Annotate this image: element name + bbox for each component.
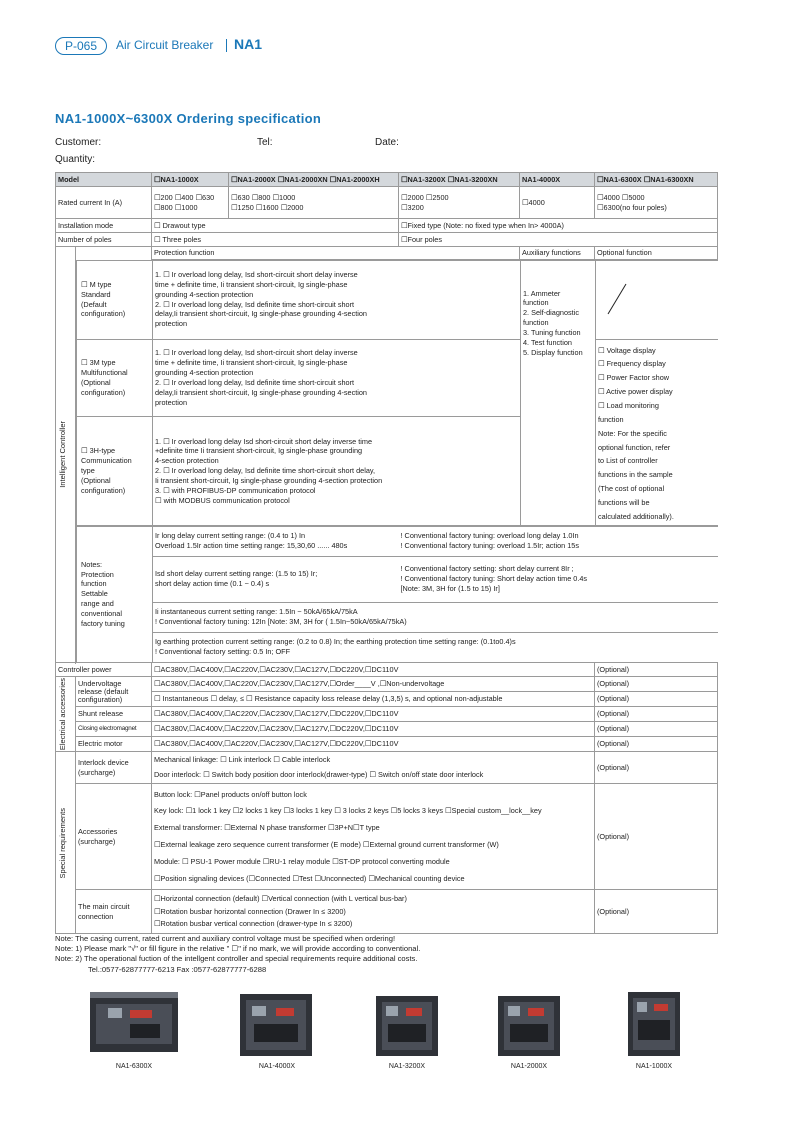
undervoltage-optional-2: (Optional) — [595, 692, 718, 707]
shunt-release-options[interactable]: ☐AC380V,☐AC400V,☐AC220V,☐AC230V,☐AC127V,☐DC220V,☐DC110V — [152, 707, 595, 722]
m-type-protection[interactable]: 1. ☐ Ir overload long delay, Isd short-circuit short delay inverse time + definite time, Ii transient short-circuit, Ig single-phase grounding 4-section protection 2. ☐ Ir overload long delay, Isd definite time short-circuit short delay,Ii transient short-circuit, Ig single-phase grounding 4-section protection — [153, 260, 521, 339]
model-label: Model — [56, 173, 152, 187]
auxiliary-functions-list: 1. Ammeter function 2. Self-diagnostic function 3. Tuning function 4. Test function 5. Display function — [521, 260, 596, 525]
3m-type-protection[interactable]: 1. ☐ Ir overload long delay, Isd short-circuit short delay inverse time + definite time, Ii transient short-circuit, Ig single-phase grounding 4-section protection 2. ☐ Ir overload long delay, Isd definite time short-circuit short delay,Ii transient short-circuit, Ig single-phase grounding 4-section protection — [153, 339, 521, 417]
main-circuit-label: The main circuit connection — [76, 890, 152, 934]
header-divider — [226, 39, 227, 52]
ordering-notes — [55, 934, 420, 975]
rated-current-row — [56, 187, 718, 219]
poles-label: Number of poles — [56, 233, 152, 247]
note-0: Note: The casing current, rated current and auxiliary control voltage must be specified when ordering! — [55, 934, 396, 943]
rated-1000x[interactable]: ☐200 ☐400 ☐630 ☐800 ☐1000 — [152, 187, 229, 219]
quantity-label: Quantity: — [55, 154, 96, 165]
closing-electromagnet-row — [56, 722, 718, 737]
header-model: NA1 — [234, 36, 263, 52]
controller-power-options[interactable]: ☐AC380V,☐AC400V,☐AC220V,☐AC230V,☐AC127V,☐DC220V,☐DC110V — [152, 663, 595, 677]
optional-function-head: Optional function — [595, 247, 718, 260]
controller-types-block — [56, 260, 718, 526]
product-caption-1000x: NA1-1000X — [635, 1063, 673, 1070]
special-requirements-label: Special requirements — [56, 752, 76, 934]
auxiliary-functions-head: Auxiliary functions — [520, 247, 595, 260]
undervoltage-label: Undervoltage release (default configuration) — [76, 677, 152, 707]
model-1000x[interactable]: ☐NA1-1000X — [152, 173, 229, 187]
product-image-1000x — [624, 988, 684, 1060]
main-circuit-optional: (Optional) — [595, 890, 718, 934]
spec-title: NA1-1000X~6300X Ordering specification — [55, 111, 322, 126]
ordering-spec-table — [55, 172, 718, 934]
accessories-options[interactable]: Button lock: ☐Panel products on/off button lock Key lock: ☐1 lock 1 key ☐2 locks 1 key ☐3 locks 1 key ☐ 3 locks 2 keys ☐5 locks 3 keys ☐Special custom__lock__key External transformer: ☐External N phase transformer ☐3P+N☐T type ☐External leakage zero sequence current transformer (E mode) ☐External ground current transformer (W) Module: ☐ PSU-1 Power module ☐RU-1 relay module ☐ST-DP protocol converting module ☐Position signaling devices (☐Connected ☐Test ☐Unconnected) ☐Mechanical counting device — [152, 784, 595, 890]
product-caption-2000x: NA1-2000X — [510, 1063, 548, 1070]
interlock-optional: (Optional) — [595, 752, 718, 784]
optional-functions-list[interactable]: ☐ Voltage display ☐ Frequency display ☐ Power Factor show ☐ Active power display ☐ Load monitoring function Note: For the specific optional function, refer to List of controller functions in the sample (The cost of optional functions will be calculated additionally). — [596, 339, 718, 525]
product-caption-3200x: NA1-3200X — [388, 1063, 426, 1070]
diagonal-slash-mark — [596, 260, 718, 339]
rated-2000x[interactable]: ☐630 ☐800 ☐1000 ☐1250 ☐1600 ☐2000 — [229, 187, 399, 219]
shunt-release-optional: (Optional) — [595, 707, 718, 722]
main-circuit-options[interactable]: ☐Horizontal connection (default) ☐Vertical connection (with L vertical bus-bar) ☐Rotation busbar horizontal connection (Drawer In ≤ 3200) ☐Rotation busbar vertical connection (drawer-type In ≤ 3200) — [152, 890, 595, 934]
long-delay-range: Ir long delay current setting range: (0.4 to 1) In Overload 1.5Ir action time setting range: 15,30,60 ...... 480s — [153, 526, 399, 556]
poles-row — [56, 233, 718, 247]
undervoltage-row-2 — [56, 692, 718, 707]
interlock-row — [56, 752, 718, 784]
contact-tel-fax: Tel.:0577-62877777-6213 Fax :0577-62877777-6288 — [88, 964, 267, 974]
protection-function-head: Protection function — [152, 247, 520, 260]
product-image-4000x — [236, 990, 316, 1060]
earthing-settings: Ig earthing protection current setting range: (0.2 to 0.8) In; the earthing protection time setting range: (0.1to0.4)s ! Conventional factory setting: 0.5 In; OFF — [153, 632, 718, 662]
electric-motor-optional: (Optional) — [595, 737, 718, 752]
installation-label: Installation mode — [56, 219, 152, 233]
long-delay-factory: ! Conventional factory tuning: overload long delay 1.0In ! Conventional factory tuning: overload 1.5Ir; action 15s — [399, 526, 718, 556]
protection-settings-label: Notes: Protection function Settable range and conventional factory tuning — [77, 526, 153, 662]
undervoltage-optional-1: (Optional) — [595, 677, 718, 692]
electric-motor-row — [56, 737, 718, 752]
poles-four[interactable]: ☐Four poles — [399, 233, 718, 247]
note-1: Note: 1) Please mark "√" or fill figure in the relative " ☐" if no mark, we will provide according to conventional. — [55, 944, 421, 954]
note-2: Note: 2) The operational fuction of the intellgent controller and special requirements require additional costs. — [55, 954, 418, 964]
product-caption-6300x: NA1-6300X — [115, 1063, 153, 1070]
customer-label: Customer: — [55, 137, 102, 148]
short-delay-range: Isd short delay current setting range: (1.5 to 15) Ir; short delay action time (0.1 ~ 0.4) s — [153, 556, 399, 602]
installation-row — [56, 219, 718, 233]
short-delay-factory: ! Conventional factory setting: short delay current 8Ir ; ! Conventional factory tuning: Short delay action time 0.4s [Note: 3M, 3H for (1.5 to 15) Ir] — [399, 556, 718, 602]
electric-motor-label: Electric motor — [76, 737, 152, 752]
undervoltage-delay-options[interactable]: ☐ Instantaneous ☐ delay, ≤ ☐ Resistance capacity loss release delay (1,3,5) s, and optional non-adjustable — [152, 692, 595, 707]
model-2000x[interactable]: ☐NA1-2000X ☐NA1-2000XN ☐NA1-2000XH — [229, 173, 399, 187]
rated-4000x[interactable]: ☐4000 — [520, 187, 595, 219]
undervoltage-voltage-options[interactable]: ☐AC380V,☐AC400V,☐AC220V,☐AC230V,☐AC127V,☐Order____V ,☐Non-undervoltage — [152, 677, 595, 692]
closing-electromagnet-label: Closing electromagnet — [76, 722, 152, 737]
interlock-options[interactable]: Mechanical linkage: ☐ Link interlock ☐ Cable interlock Door interlock: ☐ Switch body position door interlock(drawer-type) ☐ Switch on/off state door interlock — [152, 752, 595, 784]
protection-head-row — [56, 247, 718, 260]
install-fixed[interactable]: ☐Fixed type (Note: no fixed type when In> 4000A) — [399, 219, 718, 233]
tel-label: Tel: — [257, 137, 273, 148]
shunt-release-label: Shunt release — [76, 707, 152, 722]
poles-three[interactable]: ☐ Three poles — [152, 233, 399, 247]
controller-power-optional: (Optional) — [595, 663, 718, 677]
accessories-optional: (Optional) — [595, 784, 718, 890]
main-circuit-row — [56, 890, 718, 934]
protection-settings-block — [56, 526, 718, 663]
electrical-accessories-label: Electrical accessories — [56, 677, 76, 752]
closing-electromagnet-optional: (Optional) — [595, 722, 718, 737]
rated-6300x[interactable]: ☐4000 ☐5000 ☐6300(no four poles) — [595, 187, 718, 219]
intelligent-controller-label: Intelligent Controller — [56, 247, 76, 663]
m-type-option[interactable]: ☐ M type Standard (Default configuration) — [77, 260, 153, 339]
model-6300x[interactable]: ☐NA1-6300X ☐NA1-6300XN — [595, 173, 718, 187]
instantaneous-settings: Ii instantaneous current setting range: 1.5In ~ 50kA/65kA/75kA ! Conventional factory tuning: 12In [Note: 3M, 3H for ( 1.5In~50kA/65kA/75kA) — [153, 602, 718, 632]
rated-3200x[interactable]: ☐2000 ☐2500 ☐3200 — [399, 187, 520, 219]
shunt-release-row — [56, 707, 718, 722]
electric-motor-options[interactable]: ☐AC380V,☐AC400V,☐AC220V,☐AC230V,☐AC127V,☐DC220V,☐DC110V — [152, 737, 595, 752]
rated-current-label: Rated current In (A) — [56, 187, 152, 219]
controller-power-row — [56, 663, 718, 677]
accessories-label: Accessories (surcharge) — [76, 784, 152, 890]
accessories-row — [56, 784, 718, 890]
controller-power-label: Controller power — [56, 663, 152, 677]
undervoltage-row-1 — [56, 677, 718, 692]
3m-type-option[interactable]: ☐ 3M type Multifunctional (Optional configuration) — [77, 339, 153, 417]
model-row — [56, 173, 718, 187]
install-drawout[interactable]: ☐ Drawout type — [152, 219, 399, 233]
3h-type-protection[interactable]: 1. ☐ Ir overload long delay Isd short-circuit short delay inverse time +definite time Ii transient short-circuit, Ig single-phase grounding 4-section protection 2. ☐ Ir overload long delay, Isd definite time short-circuit short delay, Ii transient short-circuit, Ig single-phase grounding 4-section protection 3. ☐ with PROFIBUS-DP communication protocol ☐ with MODBUS communication protocol — [153, 417, 521, 525]
model-3200x[interactable]: ☐NA1-3200X ☐NA1-3200XN — [399, 173, 520, 187]
closing-electromagnet-options[interactable]: ☐AC380V,☐AC400V,☐AC220V,☐AC230V,☐AC127V,☐DC220V,☐DC110V — [152, 722, 595, 737]
3h-type-option[interactable]: ☐ 3H-type Communication type (Optional configuration) — [77, 417, 153, 525]
page-code-badge: P-065 — [55, 37, 107, 55]
date-label: Date: — [375, 137, 399, 148]
product-image-2000x — [494, 992, 564, 1060]
product-caption-4000x: NA1-4000X — [258, 1063, 296, 1070]
product-image-3200x — [372, 992, 442, 1060]
header-title: Air Circuit Breaker — [116, 38, 214, 52]
model-4000x: NA1-4000X — [520, 173, 595, 187]
product-image-6300x — [88, 992, 180, 1058]
interlock-label: Interlock device (surcharge) — [76, 752, 152, 784]
